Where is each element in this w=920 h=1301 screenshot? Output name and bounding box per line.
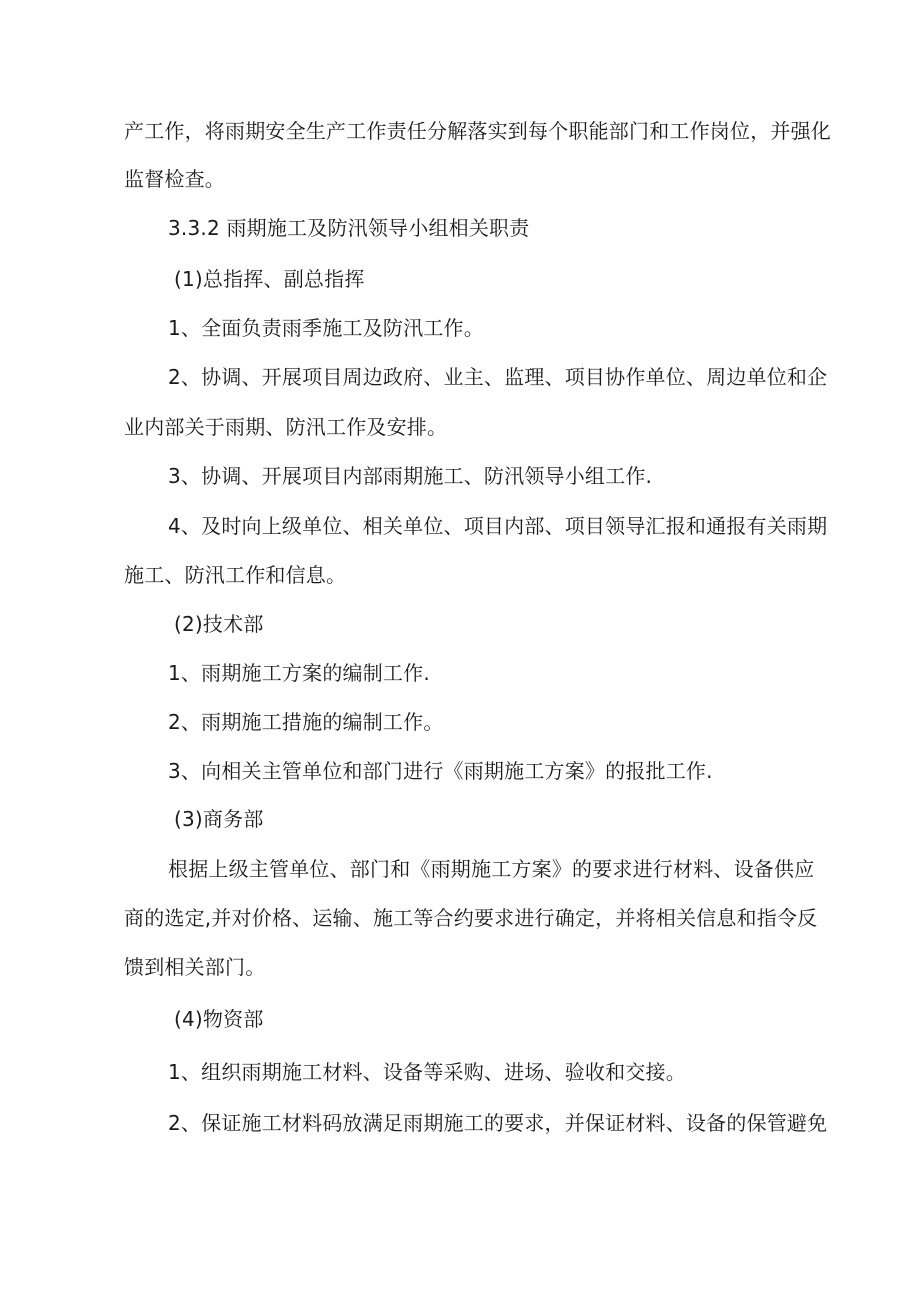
list-item: 1、雨期施工方案的编制工作. xyxy=(168,661,430,685)
paragraph-line: 馈到相关部门。 xyxy=(124,955,266,979)
subsection-heading: (1)总指挥、副总指挥 xyxy=(174,267,365,291)
list-item: 2、雨期施工措施的编制工作。 xyxy=(168,710,444,734)
list-item: 1、全面负责雨季施工及防汛工作。 xyxy=(168,316,484,340)
list-item-continuation: 施工、防汛工作和信息。 xyxy=(124,563,347,587)
paragraph-line: 商的选定,并对价格、运输、施工等合约要求进行确定，并将相关信息和指令反 xyxy=(124,906,818,930)
section-heading: 3.3.2 雨期施工及防汛领导小组相关职责 xyxy=(168,216,530,240)
paragraph-line: 监督检查。 xyxy=(124,167,225,191)
list-item: 4、及时向上级单位、相关单位、项目内部、项目领导汇报和通报有关雨期 xyxy=(168,514,828,538)
paragraph-line: 产工作，将雨期安全生产工作责任分解落实到每个职能部门和工作岗位，并强化 xyxy=(124,119,831,143)
paragraph-line: 根据上级主管单位、部门和《雨期施工方案》的要求进行材料、设备供应 xyxy=(168,857,815,881)
list-item: 2、保证施工材料码放满足雨期施工的要求，并保证材料、设备的保管避免 xyxy=(168,1111,828,1135)
list-item: 2、协调、开展项目周边政府、业主、监理、项目协作单位、周边单位和企 xyxy=(168,365,828,389)
list-item: 1、组织雨期施工材料、设备等采购、进场、验收和交接。 xyxy=(168,1060,686,1084)
subsection-heading: (3)商务部 xyxy=(174,807,264,831)
list-item: 3、协调、开展项目内部雨期施工、防汛领导小组工作. xyxy=(168,464,653,488)
subsection-heading: (2)技术部 xyxy=(174,612,264,636)
list-item-continuation: 业内部关于雨期、防汛工作及安排。 xyxy=(124,415,448,439)
subsection-heading: (4)物资部 xyxy=(174,1007,264,1031)
list-item: 3、向相关主管单位和部门进行《雨期施工方案》的报批工作. xyxy=(168,759,713,783)
